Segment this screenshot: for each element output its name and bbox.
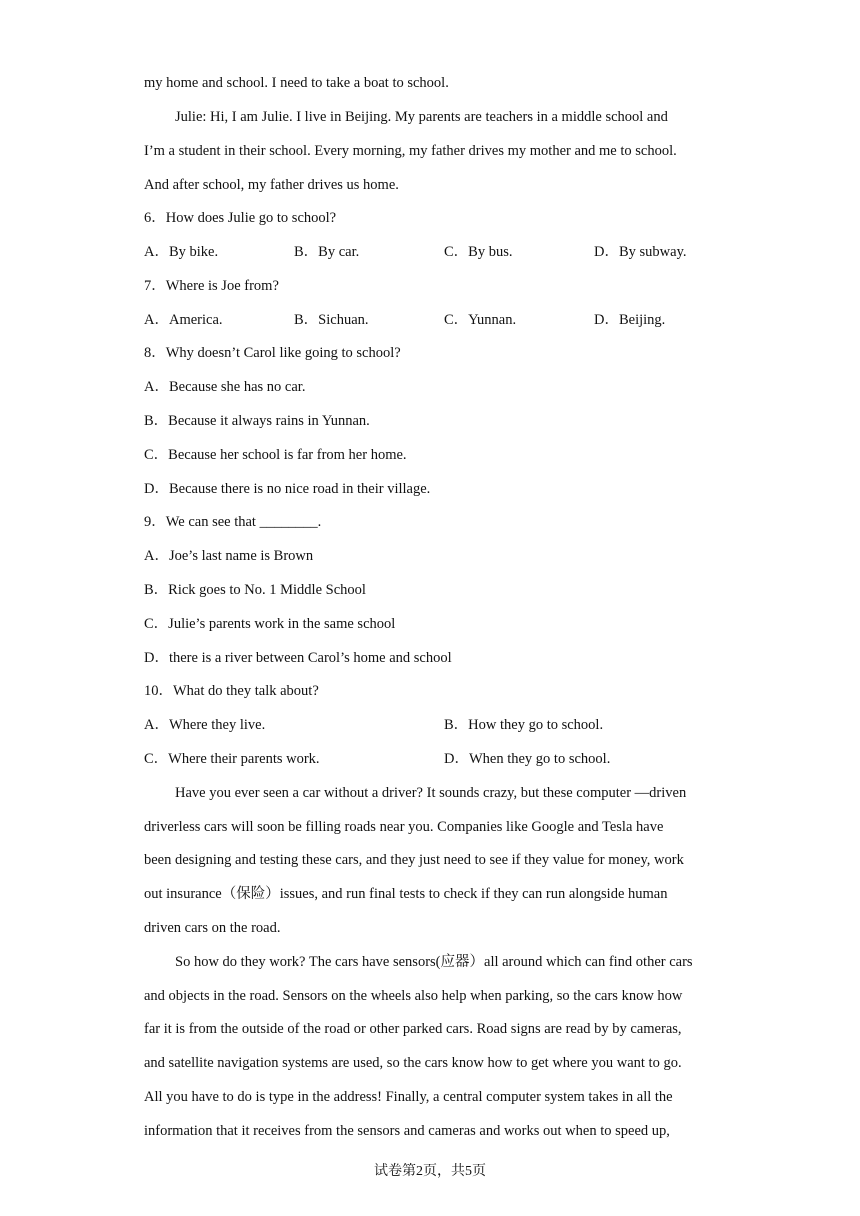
question-8-option-a: A．Because she has no car. bbox=[144, 379, 306, 395]
question-7-option-a: A．America. bbox=[144, 312, 223, 328]
question-6-option-c: C．By bus. bbox=[444, 244, 513, 260]
question-9-option-c: C．Julie’s parents work in the same school bbox=[144, 616, 396, 632]
question-10-option-c: C．Where their parents work. bbox=[144, 751, 320, 767]
passage-line: been designing and testing these cars, and they just need to see if they value for money, work bbox=[144, 852, 684, 868]
question-9-stem: 9．We can see that ________. bbox=[144, 514, 322, 530]
passage-line: my home and school. I need to take a boat to school. bbox=[144, 75, 449, 91]
passage-line: out insurance（保险）issues, and run final tests to check if they can run alongside human bbox=[144, 886, 668, 902]
question-9-option-d: D．there is a river between Carol’s home and school bbox=[144, 650, 452, 666]
question-10-stem: 10．What do they talk about? bbox=[144, 683, 319, 699]
passage-line: Julie: Hi, I am Julie. I live in Beijing. My parents are teachers in a middle school and bbox=[175, 109, 668, 125]
passage-line: and objects in the road. Sensors on the wheels also help when parking, so the cars know how bbox=[144, 988, 683, 1004]
passage-line: and satellite navigation systems are used, so the cars know how to get where you want to go. bbox=[144, 1055, 682, 1071]
question-7-option-c: C．Yunnan. bbox=[444, 312, 517, 328]
passage-line: I’m a student in their school. Every morning, my father drives my mother and me to school. bbox=[144, 143, 677, 159]
passage-line: information that it receives from the sensors and cameras and works out when to speed up, bbox=[144, 1123, 670, 1139]
question-10-option-d: D．When they go to school. bbox=[444, 751, 611, 767]
passage-line: driven cars on the road. bbox=[144, 920, 281, 936]
passage-line: driverless cars will soon be filling roads near you. Companies like Google and Tesla have bbox=[144, 819, 664, 835]
question-9-option-a: A．Joe’s last name is Brown bbox=[144, 548, 314, 564]
passage-line: So how do they work? The cars have sensors(应器）all around which can find other cars bbox=[175, 954, 693, 970]
question-6-stem: 6．How does Julie go to school? bbox=[144, 210, 337, 226]
question-7-option-d: D．Beijing. bbox=[594, 312, 666, 328]
question-9-option-b: B．Rick goes to No. 1 Middle School bbox=[144, 582, 366, 598]
question-6-option-b: B．By car. bbox=[294, 244, 360, 260]
question-6-option-a: A．By bike. bbox=[144, 244, 219, 260]
passage-line: All you have to do is type in the address! Finally, a central computer system takes in all the bbox=[144, 1089, 673, 1105]
question-10-option-b: B．How they go to school. bbox=[444, 717, 604, 733]
question-8-option-b: B．Because it always rains in Yunnan. bbox=[144, 413, 370, 429]
passage-line: And after school, my father drives us home. bbox=[144, 177, 399, 193]
passage-line: far it is from the outside of the road or other parked cars. Road signs are read by by cameras, bbox=[144, 1021, 682, 1037]
question-8-stem: 8．Why doesn’t Carol like going to school? bbox=[144, 345, 401, 361]
question-8-option-c: C．Because her school is far from her home. bbox=[144, 447, 407, 463]
question-6-option-d: D．By subway. bbox=[594, 244, 687, 260]
page-footer: 试卷第2页，共5页 bbox=[374, 1164, 486, 1179]
passage-line: Have you ever seen a car without a driver? It sounds crazy, but these computer —driven bbox=[175, 785, 687, 801]
question-10-option-a: A．Where they live. bbox=[144, 717, 266, 733]
question-7-option-b: B．Sichuan. bbox=[294, 312, 369, 328]
question-8-option-d: D．Because there is no nice road in their village. bbox=[144, 481, 431, 497]
question-7-stem: 7．Where is Joe from? bbox=[144, 278, 279, 294]
